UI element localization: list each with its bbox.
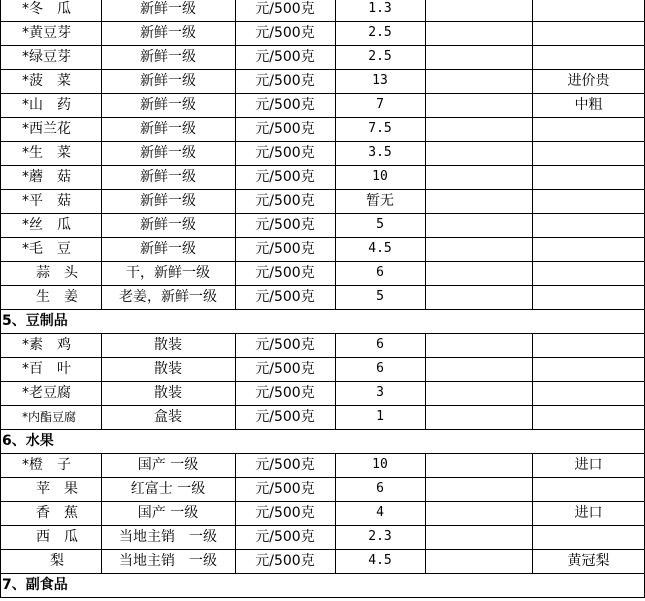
row-divider <box>0 381 645 382</box>
spec-cell: 新鲜一级 <box>140 25 196 41</box>
item-name-cell: *生 菜 <box>22 145 71 161</box>
spec-cell: 干，新鲜一级 <box>126 265 210 281</box>
empty-cell <box>425 357 532 381</box>
item-name-cell: *百 叶 <box>22 361 71 377</box>
empty-cell <box>425 381 532 405</box>
section-title: 5、豆制品 <box>2 313 68 329</box>
unit-cell: 元/500克 <box>255 529 315 545</box>
item-name-cell: *毛 豆 <box>22 241 71 257</box>
empty-cell <box>425 213 532 237</box>
column-divider <box>425 453 426 574</box>
unit-cell: 元/500克 <box>255 97 315 113</box>
row-divider <box>0 285 645 286</box>
price-cell: 2.3 <box>368 529 392 544</box>
column-divider <box>0 429 1 454</box>
section-title: 6、水果 <box>2 433 54 449</box>
spec-cell: 老姜，新鲜一级 <box>119 289 217 305</box>
row-divider <box>0 117 645 118</box>
unit-cell: 元/500克 <box>255 265 315 281</box>
note-cell: 中粗 <box>574 97 603 113</box>
empty-cell <box>425 549 532 573</box>
item-name-cell: *橙 子 <box>22 457 71 473</box>
item-name-cell: *绿豆芽 <box>22 49 71 65</box>
empty-cell <box>425 165 532 189</box>
item-name-cell: *素 鸡 <box>22 337 71 353</box>
unit-cell: 元/500克 <box>255 457 315 473</box>
empty-cell <box>425 21 532 45</box>
table-row <box>0 69 645 93</box>
row-divider <box>0 357 645 358</box>
row-divider <box>0 453 645 454</box>
note-cell: 进口 <box>574 457 603 473</box>
unit-cell: 元/500克 <box>255 217 315 233</box>
item-name-cell: 生 姜 <box>22 289 78 305</box>
table-row <box>0 285 645 309</box>
row-divider <box>0 165 645 166</box>
empty-cell <box>425 501 532 525</box>
price-cell: 1.3 <box>368 1 392 16</box>
spec-cell: 新鲜一级 <box>140 121 196 137</box>
row-divider <box>0 597 645 598</box>
price-cell: 10 <box>372 169 388 184</box>
spec-cell: 当地主销 一级 <box>119 529 217 545</box>
table-row <box>0 357 645 381</box>
item-name-cell: *内酯豆腐 <box>22 410 77 424</box>
table-row <box>0 93 645 117</box>
note-cell: 黄冠梨 <box>567 553 610 569</box>
column-divider <box>532 333 533 430</box>
row-divider <box>0 501 645 502</box>
spec-cell: 新鲜一级 <box>140 241 196 257</box>
row-divider <box>0 477 645 478</box>
note-cell <box>532 213 645 237</box>
column-divider <box>532 0 533 310</box>
price-cell: 暂无 <box>366 193 394 209</box>
column-divider <box>532 453 533 574</box>
table-row <box>0 213 645 237</box>
unit-cell: 元/500克 <box>255 1 315 17</box>
item-name-cell: *老豆腐 <box>22 385 71 401</box>
price-cell: 6 <box>376 481 384 496</box>
item-name-cell: 蒜 头 <box>22 265 78 281</box>
row-divider <box>0 45 645 46</box>
section-title: 7、副食品 <box>2 577 68 593</box>
empty-cell <box>425 525 532 549</box>
spec-cell: 红富士 一级 <box>130 481 206 497</box>
table-row <box>0 117 645 141</box>
empty-cell <box>425 261 532 285</box>
table-row <box>0 525 645 549</box>
row-divider <box>0 525 645 526</box>
row-divider <box>0 189 645 190</box>
empty-cell <box>425 45 532 69</box>
unit-cell: 元/500克 <box>255 385 315 401</box>
spec-cell: 新鲜一级 <box>140 145 196 161</box>
table-row <box>0 501 645 525</box>
column-divider <box>235 453 236 574</box>
unit-cell: 元/500克 <box>255 289 315 305</box>
table-row <box>0 237 645 261</box>
spec-cell: 新鲜一级 <box>140 169 196 185</box>
column-divider <box>101 0 102 310</box>
note-cell <box>532 165 645 189</box>
item-name-cell: *丝 瓜 <box>22 217 71 233</box>
item-name-cell: 西 瓜 <box>22 529 78 545</box>
empty-cell <box>425 141 532 165</box>
unit-cell: 元/500克 <box>255 553 315 569</box>
empty-cell <box>425 0 532 21</box>
price-cell: 13 <box>372 73 388 88</box>
column-divider <box>101 333 102 430</box>
table-row <box>0 21 645 45</box>
item-name-cell: 香 蕉 <box>22 505 78 521</box>
table-row <box>0 45 645 69</box>
empty-cell <box>425 453 532 477</box>
table-row <box>0 165 645 189</box>
spec-cell: 新鲜一级 <box>140 1 196 17</box>
table-row <box>0 453 645 477</box>
row-divider <box>0 549 645 550</box>
column-divider <box>425 333 426 430</box>
column-divider <box>0 309 1 334</box>
spec-cell: 散装 <box>154 337 182 353</box>
empty-cell <box>425 405 532 429</box>
item-name-cell: *菠 菜 <box>22 73 71 89</box>
spec-cell: 新鲜一级 <box>140 193 196 209</box>
section-row <box>0 309 645 333</box>
table-row <box>0 189 645 213</box>
table-row <box>0 0 645 21</box>
unit-cell: 元/500克 <box>255 337 315 353</box>
row-divider <box>0 333 645 334</box>
unit-cell: 元/500克 <box>255 193 315 209</box>
empty-cell <box>425 69 532 93</box>
item-name-cell: *冬 瓜 <box>22 1 71 17</box>
table-row <box>0 333 645 357</box>
row-divider <box>0 213 645 214</box>
note-cell <box>532 237 645 261</box>
table-row <box>0 477 645 501</box>
unit-cell: 元/500克 <box>255 169 315 185</box>
unit-cell: 元/500克 <box>255 49 315 65</box>
spec-cell: 新鲜一级 <box>140 49 196 65</box>
table-row <box>0 261 645 285</box>
row-divider <box>0 405 645 406</box>
row-divider <box>0 573 645 574</box>
price-cell: 2.5 <box>368 49 392 64</box>
price-cell: 2.5 <box>368 25 392 40</box>
price-cell: 5 <box>376 217 384 232</box>
column-divider <box>0 333 1 430</box>
unit-cell: 元/500克 <box>255 505 315 521</box>
note-cell <box>532 285 645 309</box>
note-cell <box>532 405 645 429</box>
row-divider <box>0 309 645 310</box>
row-divider <box>0 21 645 22</box>
unit-cell: 元/500克 <box>255 409 315 425</box>
spec-cell: 新鲜一级 <box>140 97 196 113</box>
column-divider <box>335 0 336 310</box>
price-cell: 4.5 <box>368 553 392 568</box>
item-name-cell: *山 药 <box>22 97 71 113</box>
row-divider <box>0 69 645 70</box>
column-divider <box>425 0 426 310</box>
item-name-cell: *黄豆芽 <box>22 25 71 41</box>
table-row <box>0 549 645 573</box>
item-name-cell: *平 菇 <box>22 193 71 209</box>
empty-cell <box>425 477 532 501</box>
unit-cell: 元/500克 <box>255 241 315 257</box>
note-cell <box>532 381 645 405</box>
unit-cell: 元/500克 <box>255 145 315 161</box>
column-divider <box>0 0 1 310</box>
table-row <box>0 141 645 165</box>
spec-cell: 新鲜一级 <box>140 73 196 89</box>
row-divider <box>0 93 645 94</box>
price-cell: 7.5 <box>368 121 392 136</box>
empty-cell <box>425 237 532 261</box>
price-cell: 6 <box>376 337 384 352</box>
column-divider <box>235 333 236 430</box>
note-cell <box>532 189 645 213</box>
empty-cell <box>425 93 532 117</box>
spec-cell: 散装 <box>154 385 182 401</box>
note-cell: 进价贵 <box>567 73 610 89</box>
item-name-cell: 苹 果 <box>22 481 78 497</box>
note-cell <box>532 45 645 69</box>
empty-cell <box>425 117 532 141</box>
note-cell <box>532 261 645 285</box>
column-divider <box>235 0 236 310</box>
price-cell: 3.5 <box>368 145 392 160</box>
unit-cell: 元/500克 <box>255 361 315 377</box>
column-divider <box>335 333 336 430</box>
price-cell: 6 <box>376 265 384 280</box>
unit-cell: 元/500克 <box>255 121 315 137</box>
section-row <box>0 429 645 453</box>
note-cell <box>532 357 645 381</box>
price-cell: 1 <box>376 409 384 424</box>
spec-cell: 国产 一级 <box>137 457 199 473</box>
note-cell <box>532 525 645 549</box>
item-name-cell: 梨 <box>22 553 64 569</box>
column-divider <box>0 573 1 598</box>
row-divider <box>0 429 645 430</box>
note-cell <box>532 333 645 357</box>
note-cell <box>532 477 645 501</box>
price-cell: 6 <box>376 361 384 376</box>
table-row <box>0 405 645 429</box>
empty-cell <box>425 333 532 357</box>
column-divider <box>0 453 1 574</box>
item-name-cell: *蘑 菇 <box>22 169 71 185</box>
column-divider <box>101 453 102 574</box>
table-row <box>0 381 645 405</box>
note-cell <box>532 21 645 45</box>
price-cell: 3 <box>376 385 384 400</box>
price-cell: 4 <box>376 505 384 520</box>
spec-cell: 新鲜一级 <box>140 217 196 233</box>
unit-cell: 元/500克 <box>255 481 315 497</box>
note-cell <box>532 141 645 165</box>
unit-cell: 元/500克 <box>255 73 315 89</box>
unit-cell: 元/500克 <box>255 25 315 41</box>
note-cell <box>532 117 645 141</box>
spec-cell: 当地主销 一级 <box>119 553 217 569</box>
empty-cell <box>425 285 532 309</box>
section-row <box>0 573 645 597</box>
row-divider <box>0 141 645 142</box>
row-divider <box>0 237 645 238</box>
spec-cell: 国产 一级 <box>137 505 199 521</box>
column-divider <box>335 453 336 574</box>
price-cell: 10 <box>372 457 388 472</box>
price-cell: 5 <box>376 289 384 304</box>
note-cell: 进口 <box>574 505 603 521</box>
price-cell: 4.5 <box>368 241 392 256</box>
spec-cell: 盒装 <box>154 409 182 425</box>
spec-cell: 散装 <box>154 361 182 377</box>
item-name-cell: *西兰花 <box>22 121 71 137</box>
empty-cell <box>425 189 532 213</box>
price-cell: 7 <box>376 97 384 112</box>
note-cell <box>532 0 645 21</box>
row-divider <box>0 261 645 262</box>
